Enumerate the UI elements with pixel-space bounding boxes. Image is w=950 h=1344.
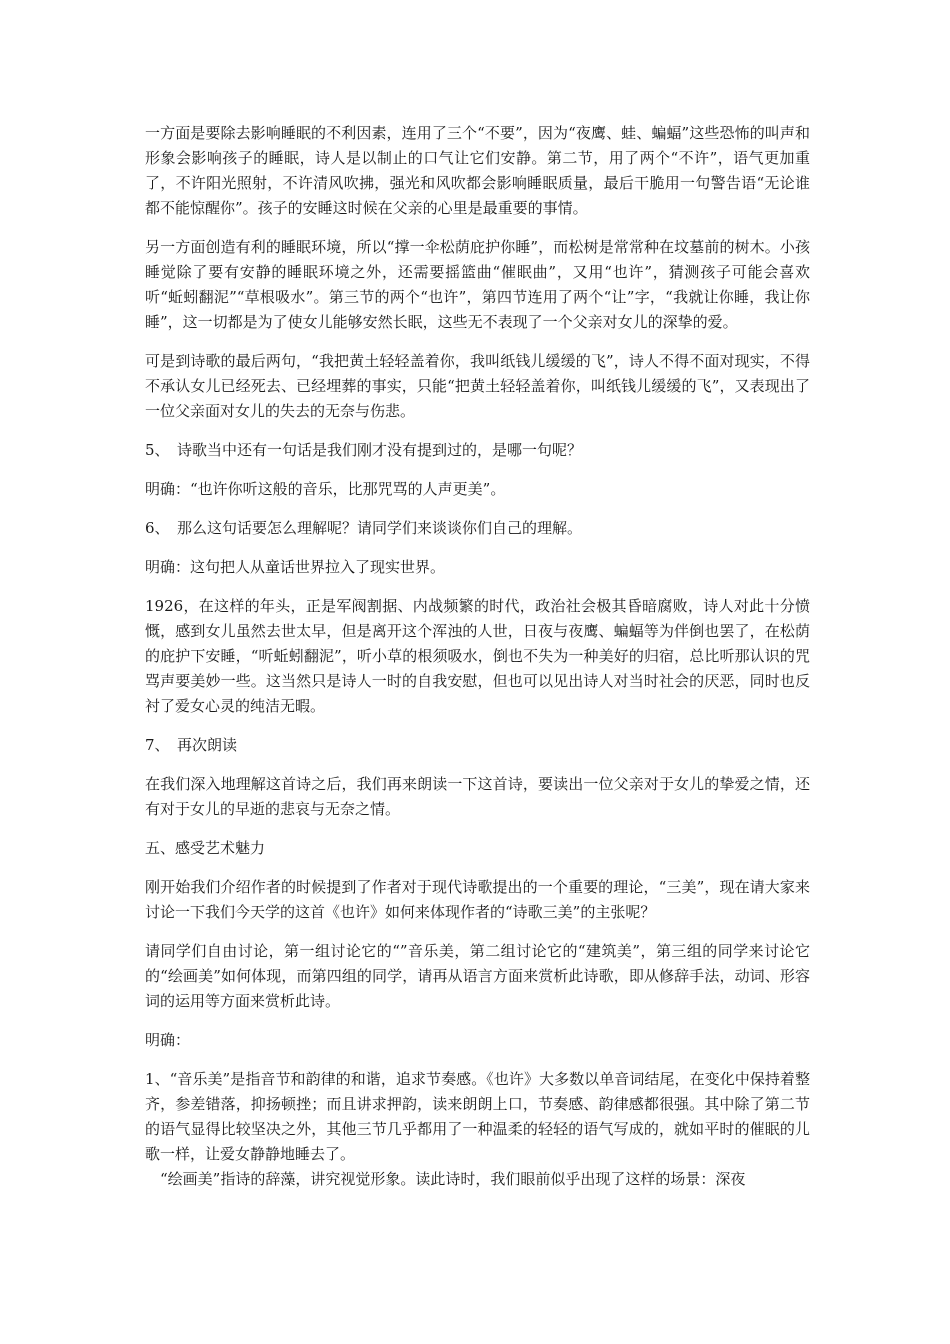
paragraph-reread: 在我们深入地理解这首诗之后，我们再来朗读一下这首诗，要读出一位父亲对于女儿的挚爱之情，还有对于女儿的早逝的悲哀与无奈之情。 [145,775,810,818]
section-5-heading: 五、感受艺术魅力 [145,839,266,857]
paragraph-1926-context: 1926，在这样的年头，正是军阀割据、内战频繁的时代，政治社会极其昏暗腐败，诗人对此十分愤慨，感到女儿虽然去世太早，但是离开这个浑浊的人世，日夜与夜鹰、蝙蝠等为伴倒也罢了，在松荫的庇护下安睡，“听蚯蚓翻泥”，听小草的根须吸水，倒也不失为一种美好的归宿，总比听那认识的咒骂声要美妙一些。这当然只是诗人一时的自我安慰，但也可以见出诗人对当时社会的厌恶，同时也反衬了爱女心灵的纯洁无暇。 [145,597,810,715]
answer-5: 明确：“也许你听这般的音乐，比那咒骂的人声更美”。 [145,480,506,498]
paragraph-music-beauty: 1、“音乐美”是指音节和韵律的和谐，追求节奏感。《也许》大多数以单音词结尾，在变化中保持着整齐，参差错落，抑扬顿挫；而且讲求押韵，读来朗朗上口，节奏感、韵律感都很强。其中除了第二节的语气显得比较坚决之外，其他三节几乎都用了一种温柔的轻轻的语气写成的，就如平时的催眠的儿歌一样，让爱女静静地睡去了。 [145,1070,810,1163]
question-6: 6、 那么这句话要怎么理解呢？请同学们来谈谈你们自己的理解。 [145,519,583,537]
document-body [145,121,810,1192]
paragraph-group-discussion: 请同学们自由讨论，第一组讨论它的“”音乐美，第二组讨论它的“建筑美”，第三组的同学来讨论它的“绘画美”如何体现，而第四组的同学，请再从语言方面来赏析此诗歌，即从修辞手法，动词、形容词的运用等方面来赏析此诗。 [145,942,810,1010]
step-7-heading: 7、 再次朗读 [145,736,238,754]
paragraph-three-beauties: 刚开始我们介绍作者的时候提到了作者对于现代诗歌提出的一个重要的理论，“三美”，现在请大家来讨论一下我们今天学的这首《也许》如何来体现作者的“诗歌三美”的主张呢？ [145,878,810,921]
answer-label: 明确： [145,1031,191,1049]
paragraph-final-lines: 可是到诗歌的最后两句，“我把黄土轻轻盖着你，我叫纸钱儿缓缓的飞”，诗人不得不面对现实，不得不承认女儿已经死去、已经埋葬的事实，只能“把黄土轻轻盖着你，叫纸钱儿缓缓的飞”，又表现出了一位父亲面对女儿的失去的无奈与伤悲。 [145,352,810,420]
answer-6: 明确：这句把人从童话世界拉入了现实世界。 [145,558,446,576]
paragraph-painting-beauty: “绘画美”指诗的辞藻，讲究视觉形象。读此诗时，我们眼前似乎出现了这样的场景：深夜 [160,1170,746,1188]
paragraph-sleep-environment: 另一方面创造有利的睡眠环境，所以“撑一伞松荫庇护你睡”，而松树是常常种在坟墓前的树木。小孩睡觉除了要有安静的睡眠环境之外，还需要摇篮曲“催眠曲”，又用“也许”，猜测孩子可能会喜欢听“蚯蚓翻泥”“草根吸水”。第三节的两个“也许”，第四节连用了两个“让”字，“我就让你睡，我让你睡”，这一切都是为了使女儿能够安然长眠，这些无不表现了一个父亲对女儿的深挚的爱。 [145,238,810,331]
question-5: 5、 诗歌当中还有一句话是我们刚才没有提到过的，是哪一句呢？ [145,441,583,459]
paragraph-sleep-obstacles: 一方面是要除去影响睡眠的不利因素，连用了三个“不要”，因为“夜鹰、蛙、蝙蝠”这些恐怖的叫声和形象会影响孩子的睡眠，诗人是以制止的口气让它们安静。第二节，用了两个“不许”，语气更加重了，不许阳光照射，不许清风吹拂，强光和风吹都会影响睡眠质量，最后干脆用一句警告语“无论谁都不能惊醒你”。孩子的安睡这时候在父亲的心里是最重要的事情。 [145,124,810,217]
